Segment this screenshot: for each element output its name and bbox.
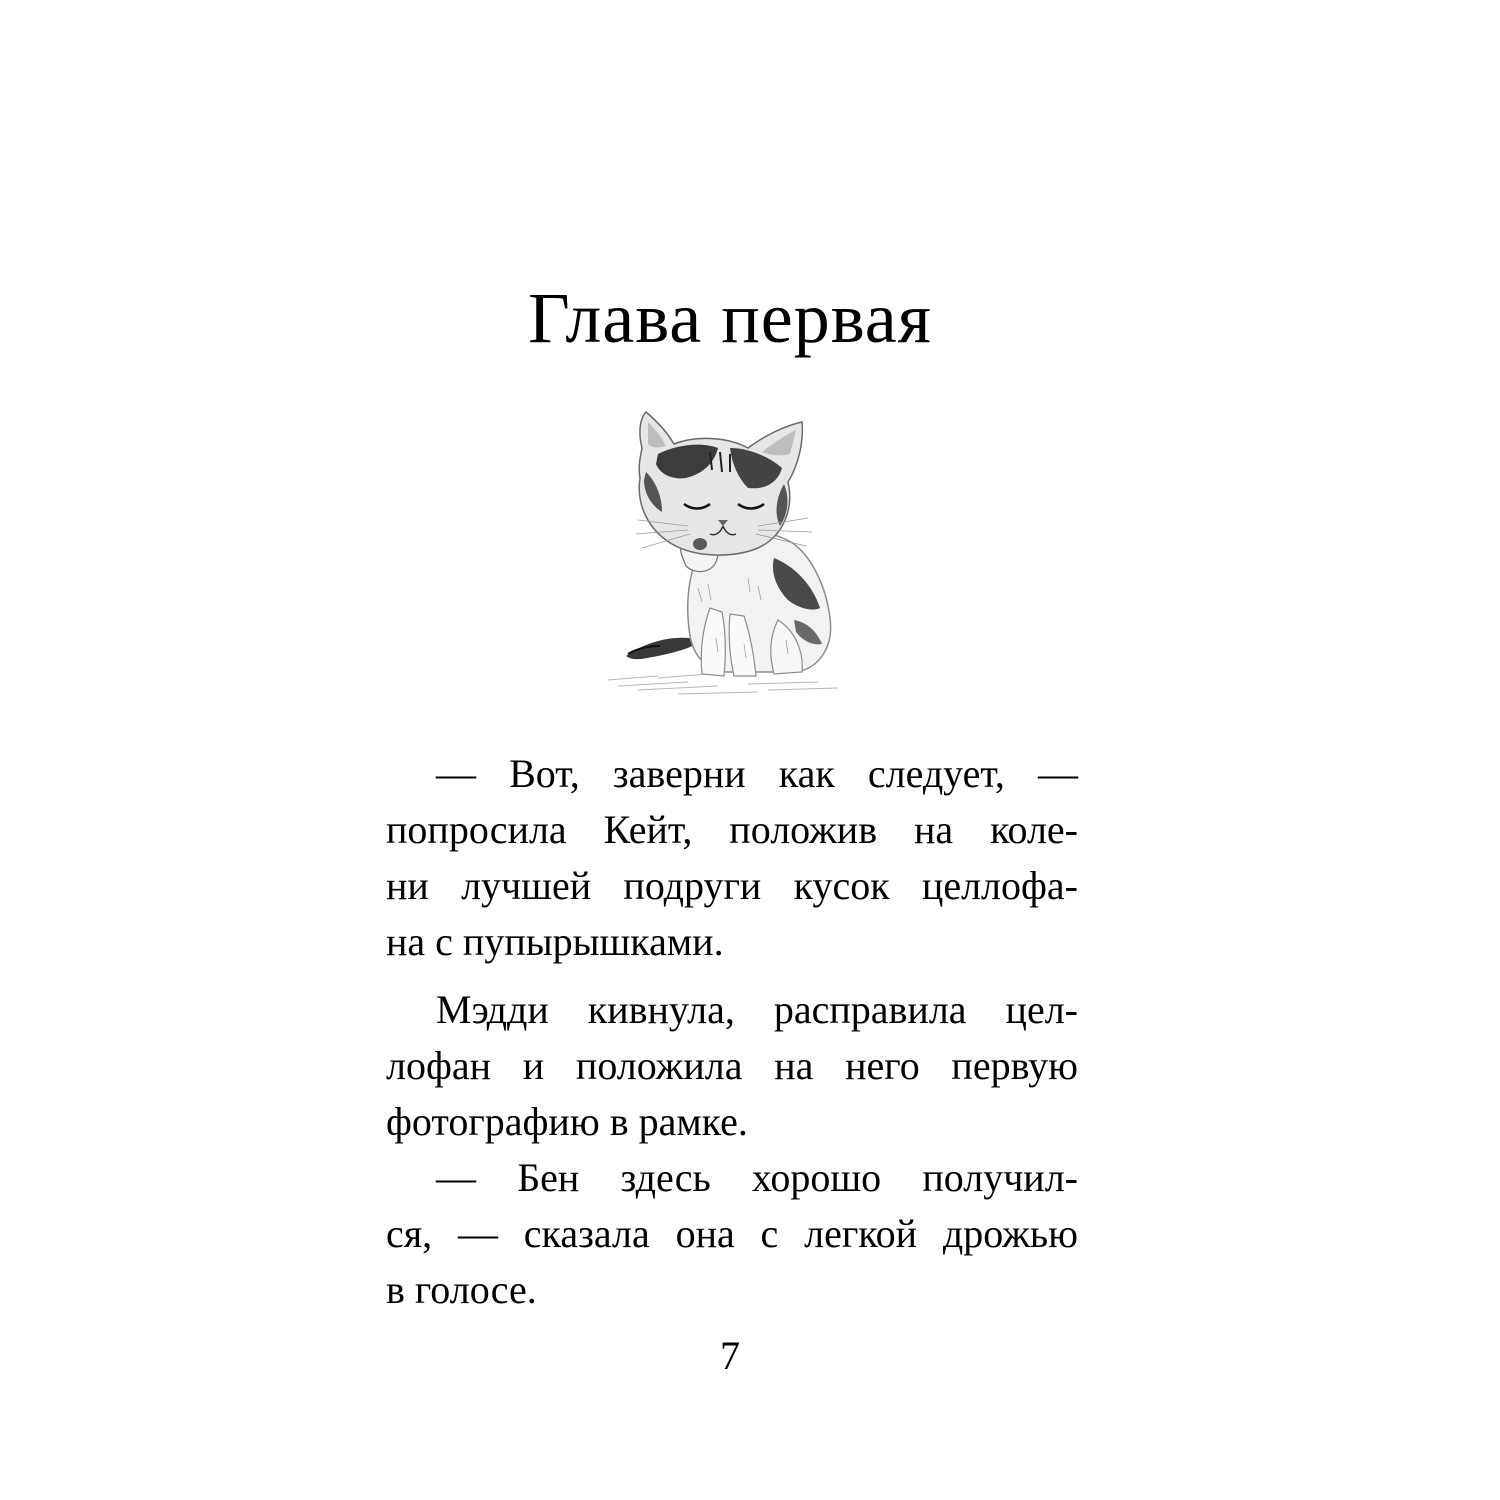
- paragraph-gap: [386, 970, 1078, 982]
- text-line: лофан и положила на него первую: [386, 1043, 1078, 1088]
- text-line: — Бен здесь хорошо получил-: [436, 1155, 1078, 1200]
- text-line: на с пупырышками.: [386, 919, 724, 964]
- paragraph: [386, 1150, 1078, 1318]
- text-line: в голосе.: [386, 1267, 537, 1312]
- text-line: Мэдди кивнула, расправила цел-: [436, 987, 1078, 1032]
- text-line: — Вот, заверни как следует, —: [436, 751, 1078, 796]
- text-line: ни лучшей подруги кусок целлофа-: [386, 863, 1078, 908]
- kitten-illustration: [598, 408, 850, 698]
- paragraph: [386, 982, 1078, 1150]
- text-line: попросила Кейт, положив на коле-: [386, 807, 1078, 852]
- paragraph: [386, 746, 1078, 970]
- text-line: ся, — сказала она с легкой дрожью: [386, 1211, 1078, 1256]
- text-line: фотографию в рамке.: [386, 1099, 748, 1144]
- body-text: [386, 746, 1078, 1318]
- chapter-title: Глава первая: [528, 278, 932, 358]
- page-number: 7: [720, 1333, 740, 1378]
